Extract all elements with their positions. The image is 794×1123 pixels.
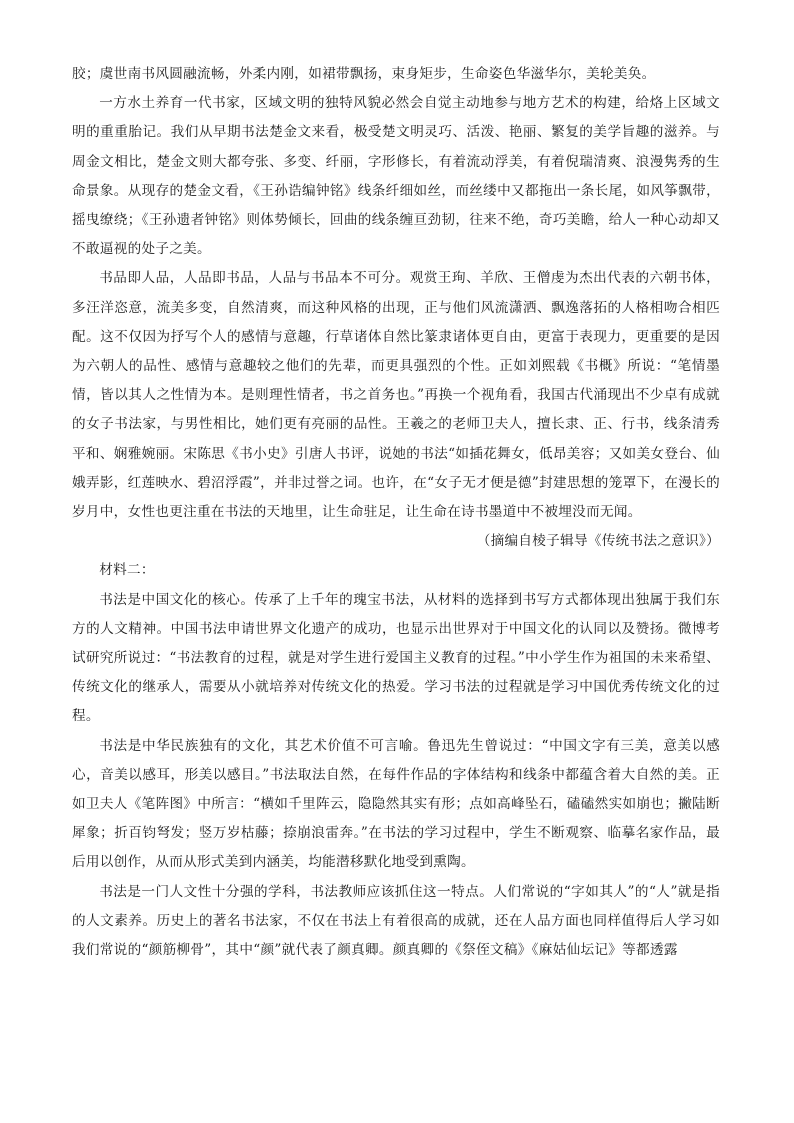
paragraph-character-and-calligraphy: 书品即人品，人品即书品，人品与书品本不可分。观赏王珣、羊欣、王僧虔为杰出代表的六朝书体，多汪洋恣意，流美多变，自然清爽，而这种风格的出现，正与他们风流潇洒、飘逸落拓的人格相吻合相匹配。这不仅因为抒写个人的感情与意趣，行草诸体自然比篆隶诸体更自由，更富于表现力，更重要的是因为六朝人的品性、感情与意趣较之他们的先辈，而更具强烈的个性。正如刘熙载《书概》所说：“笔情墨情，皆以其人之性情为本。是则理性情者，书之首务也。”再换一个视角看，我国古代涌现出不少卓有成就的女子书法家，与男性相比，她们更有亮丽的品性。王羲之的老师卫夫人，擅长隶、正、行书，线条清秀平和、娴雅婉丽。宋陈思《书小史》引唐人书评，说她的书法“如插花舞女，低昂美容；又如美女登台、仙娥弄影，红莲映水、碧沼浮霞”，并非过誉之词。也许，在“女子无才便是德”封建思想的笼罩下，在漫长的岁月中，女性也更注重在书法的天地里，让生命驻足，让生命在诗书墨道中不被埋没而无闻。 [72,270,720,521]
document-body [72,60,720,965]
material-two-heading: 材料二： [99,562,155,579]
paragraph-artistic-value: 书法是中华民族独有的文化，其艺术价值不可言喻。鲁迅先生曾说过：“中国文字有三美，意美以感心，音美以感耳，形美以感目。”书法取法自然，在每件作品的字体结构和线条中都蕴含着大自然的美。正如卫夫人《笔阵图》中所言：“横如千里阵云，隐隐然其实有形；点如高峰坠石，磕磕然实如崩也；撇陆断犀象；折百钧弩发；竖万岁枯藤；捺崩浪雷奔。”在书法的学习过程中，学生不断观察、临摹名家作品，最后用以创作，从而从形式美到内涵美，均能潜移默化地受到熏陶。 [72,737,720,871]
paragraph-calligraphy-core: 书法是中国文化的核心。传承了上千年的瑰宝书法，从材料的选择到书写方式都体现出独属于我们东方的人文精神。中国书法申请世界文化遗产的成功，也显示出世界对于中国文化的认同以及赞扬。微博考试研究所说过：“书法教育的过程，就是对学生进行爱国主义教育的过程。”中小学生作为祖国的未来希望、传统文化的继承人，需要从小就培养对传统文化的热爱。学习书法的过程就是学习中国优秀传统文化的过程。 [72,591,720,725]
source-citation: （摘编自棱子辑导《传统书法之意识》） [476,533,720,550]
paragraph-humanistic: 书法是一门人文性十分强的学科，书法教师应该抓住这一特点。人们常说的“字如其人”的“人”就是指的人文素养。历史上的著名书法家，不仅在书法上有着很高的成就，还在人品方面也同样值得后人学习如我们常说的“颜筋柳骨”，其中“颜”就代表了颜真卿。颜真卿的《祭侄文稿》《麻姑仙坛记》等都透露 [72,883,720,959]
paragraph-regional-culture: 一方水土养育一代书家，区域文明的独特风貌必然会自觉主动地参与地方艺术的构建，给烙上区域文明的重重胎记。我们从早期书法楚金文来看，极受楚文明灵巧、活泼、艳丽、繁复的美学旨趣的滋养。与周金文相比，楚金文则大都夸张、多变、纤丽，字形修长，有着流动浮美，有着倪瑞清爽、浪漫隽秀的生命景象。从现存的楚金文看，《王孙诰编钟铭》线条纤细如丝，而丝缕中又都拖出一条长尾，如风筝飘带，摇曳缭绕；《王孙遗者钟铭》则体势倾长，回曲的线条缠亘劲韧，往来不绝，奇巧美瞻，给人一种心动却又不敢逼视的处子之美。 [72,95,720,258]
paragraph-continued: 胶；虞世南书风圆融流畅，外柔内刚，如裙带飘扬，束身矩步，生命姿色华滋华尔，美轮美奂。 [72,66,656,82]
